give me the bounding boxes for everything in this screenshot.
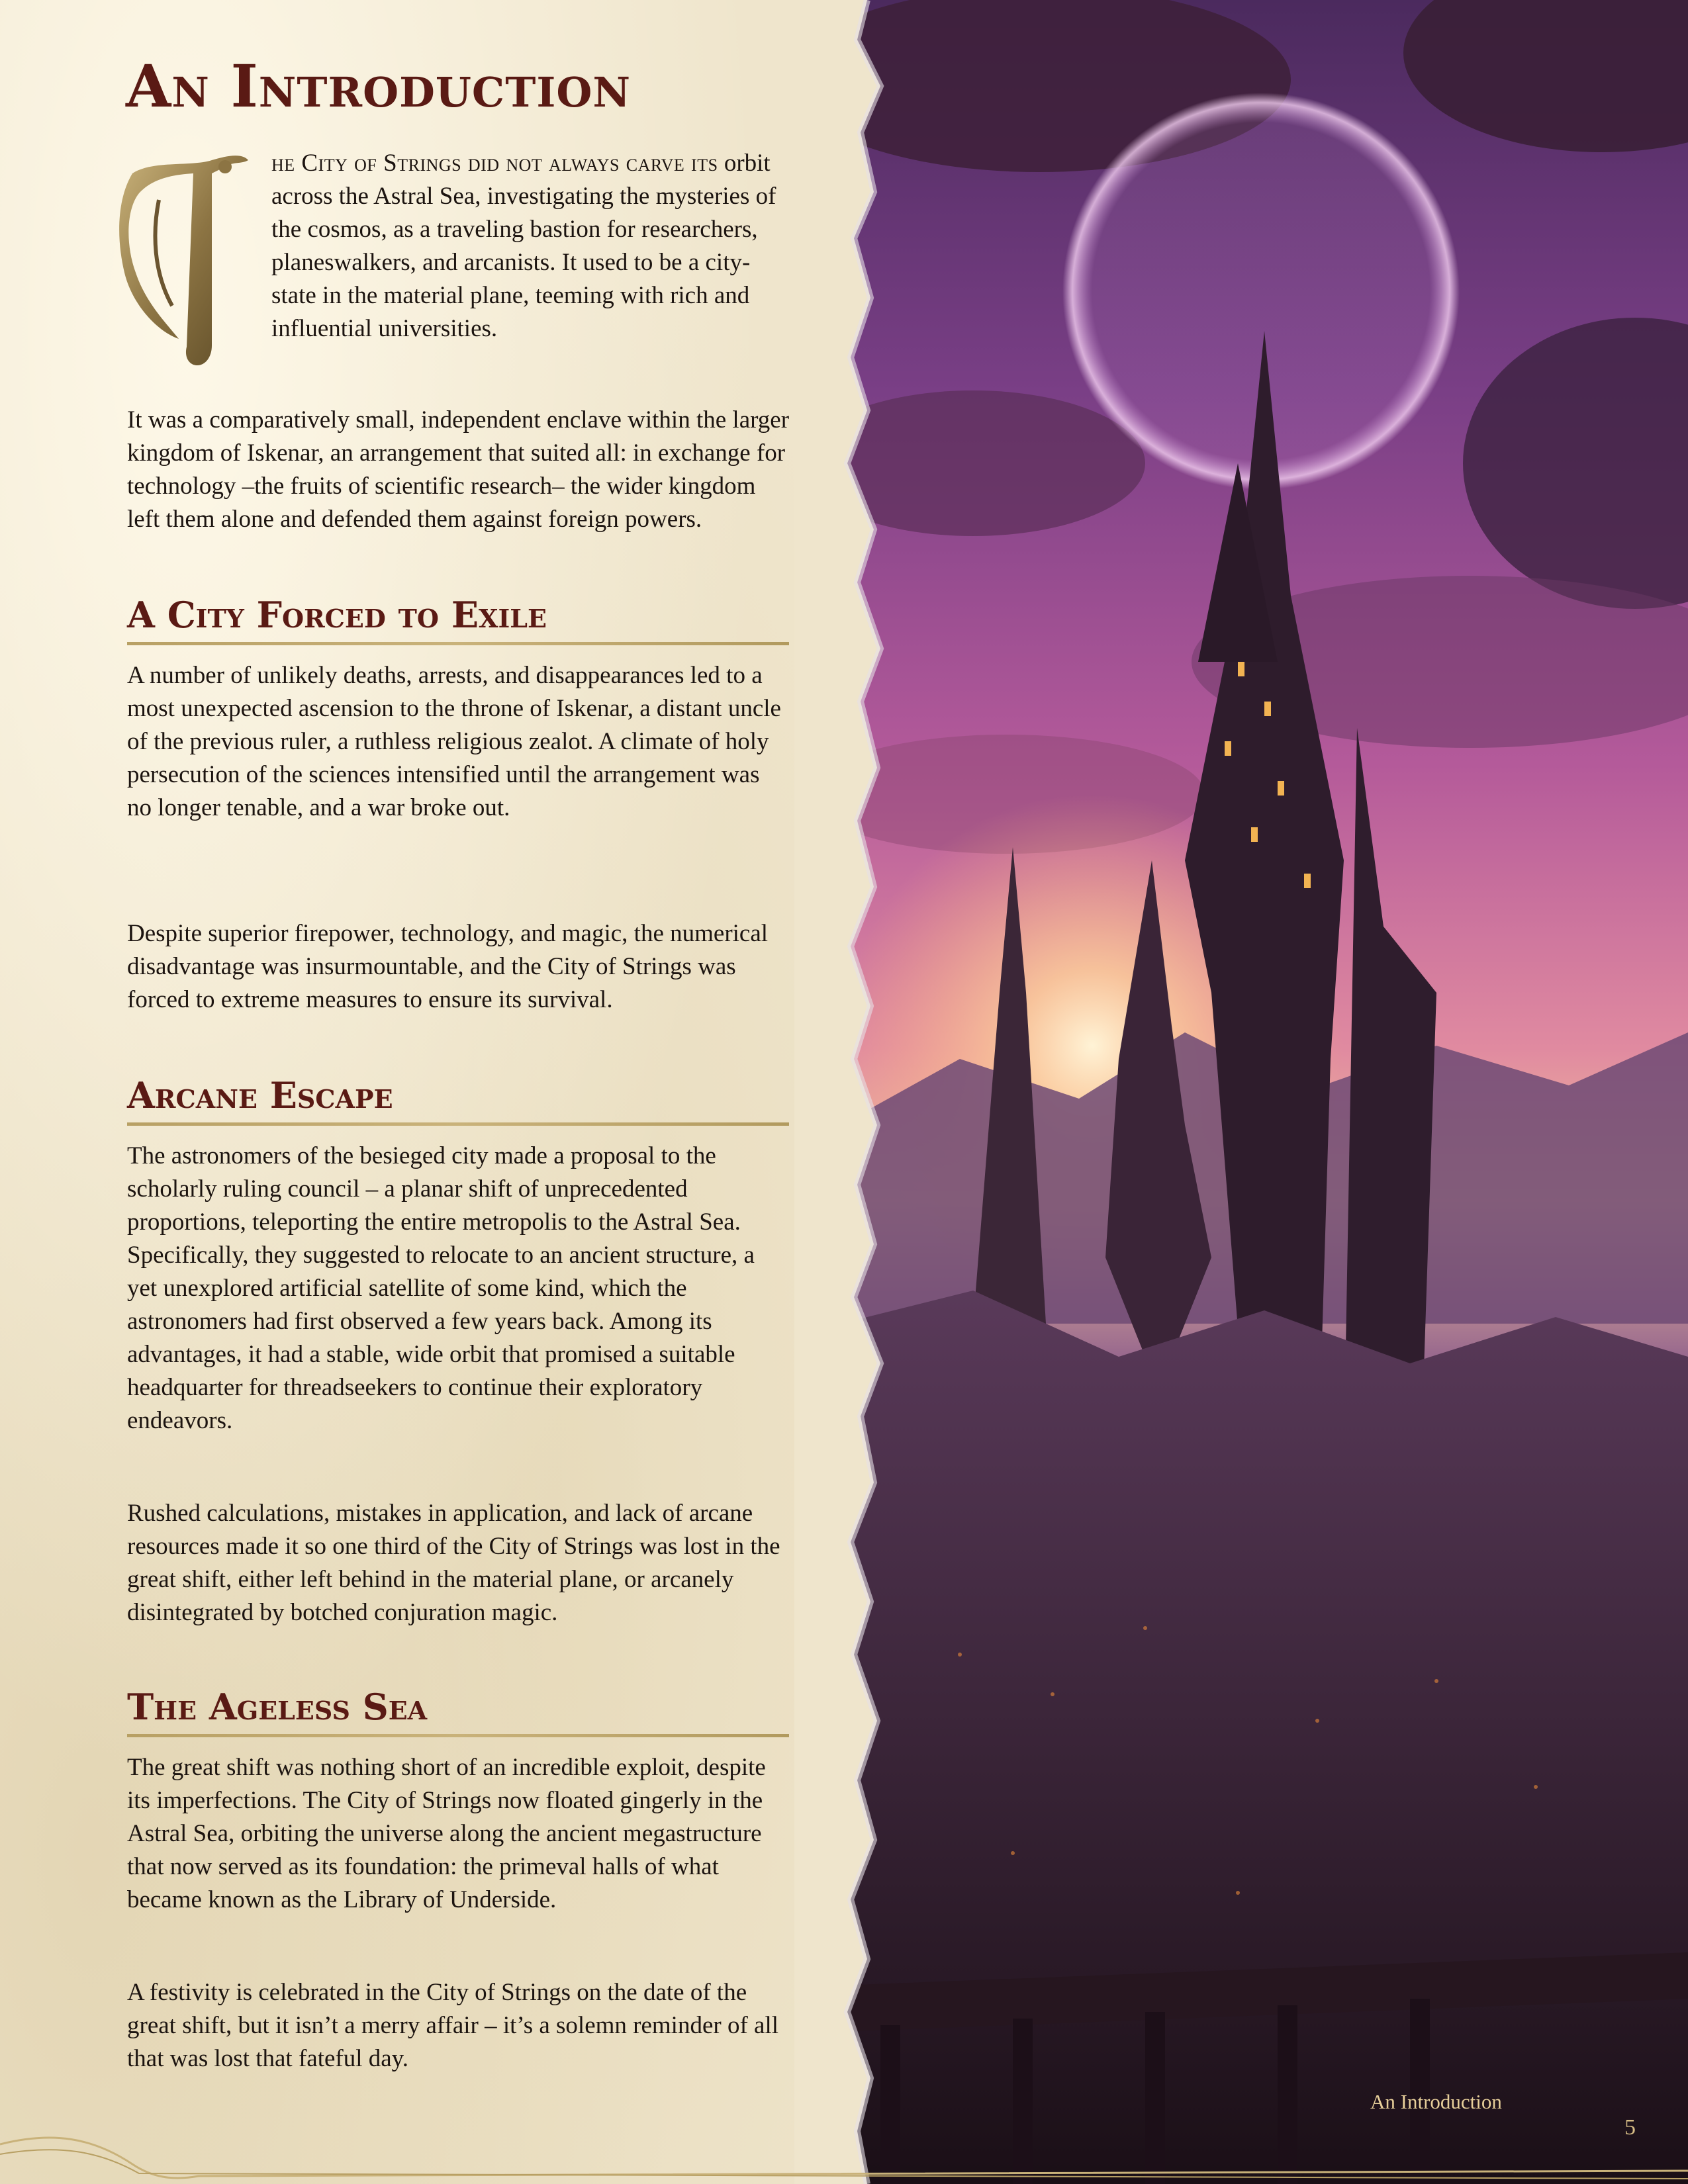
section-heading-ageless-sea: The Ageless Sea [127, 1686, 428, 1728]
section-rule [127, 1122, 789, 1126]
exile-paragraph-2: Despite superior firepower, technology, and magic, the numerical disadvantage was insurmountable, and the City of Strings was forced to extreme measures to ensure its survival. [127, 920, 769, 1013]
intro-paragraph-2: It was a comparatively small, independent enclave within the larger kingdom of Iskenar, an arrangement that suited all: in exchange for technology –the fruits of scientific research– the wider kingdom left them alone and defended them against foreign powers. [127, 406, 790, 533]
arcane-escape-paragraph-1: The astronomers of the besieged city made a proposal to the scholarly ruling council – a planar shift of unprecedented proportions, teleporting the entire metropolis to the Astral Sea. Specifically, they suggested to relocate to an ancient structure, a yet unexplored artificial satellite of some kind, which the astronomers had first observed a few years back. Among its advantages, it had a stable, wide orbit that promised a suitable headquarter for threadseekers to continue their exploratory endeavors. [127, 1142, 755, 1434]
exile-paragraph-1: A number of unlikely deaths, arrests, and disappearances led to a most unexpected ascension to the throne of Iskenar, a distant uncle of the previous ruler, a ruthless religious zealot. A climate of holy persecution of the sciences intensified until the arrangement was no longer tenable, and a war broke out. [127, 662, 781, 821]
intro-lead-rest: orbit across the Astral Sea, investigating the mysteries of the cosmos, as a traveling bastion for researchers, planeswalkers, and arcanists. It used to be a city-state in the material plane, teeming with rich and influential universities. [271, 150, 776, 342]
section-rule [127, 1734, 789, 1737]
section-rule [127, 642, 789, 645]
section-heading-exile: A City Forced to Exile [127, 594, 547, 636]
dropcap-t-ornament [113, 147, 265, 372]
footer-section-name: An Introduction [1370, 2090, 1502, 2113]
ageless-sea-paragraph-1: The great shift was nothing short of an incredible exploit, despite its imperfections. The City of Strings now floated gingerly in the Astral Sea, orbiting the universe along the ancient megastructure that now served as its foundation: the primeval halls of what became known as the Library of Underside. [127, 1754, 766, 1913]
page-title: An Introduction [126, 52, 632, 120]
page-number: 5 [1624, 2115, 1636, 2140]
intro-lead-smallcaps: he City of Strings did not always carve its [271, 150, 718, 177]
intro-lead-paragraph [271, 147, 794, 345]
torn-paper-edge [794, 0, 920, 2184]
footer-ornament [0, 2105, 1688, 2184]
arcane-escape-paragraph-2: Rushed calculations, mistakes in application, and lack of arcane resources made it so one third of the City of Strings was lost in the great shift, either left behind in the material plane, or arcanely disintegrated by botched conjuration magic. [127, 1500, 780, 1626]
ageless-sea-paragraph-2: A festivity is celebrated in the City of Strings on the date of the great shift, but it isn’t a merry affair – it’s a solemn reminder of all that was lost that fateful day. [127, 1979, 779, 2072]
section-heading-arcane-escape: Arcane Escape [127, 1074, 393, 1116]
city-of-strings-illustration [841, 0, 1688, 2184]
